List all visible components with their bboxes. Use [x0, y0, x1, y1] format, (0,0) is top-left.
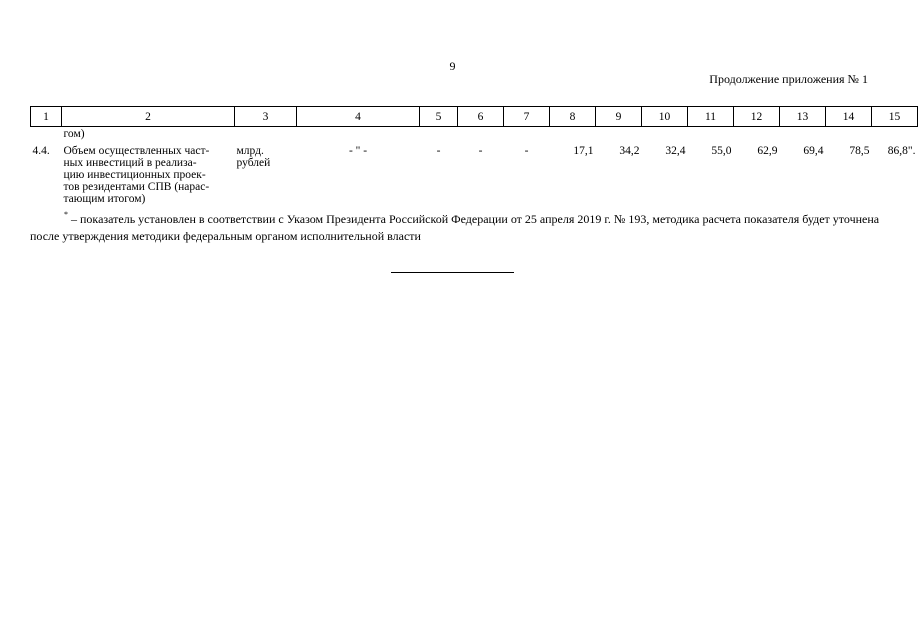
base-value: - " - [348, 145, 368, 157]
unit [235, 145, 297, 205]
value-cell: 34,2 [619, 145, 640, 157]
row-number: 4.4. [32, 145, 50, 157]
indicators-table [30, 106, 918, 205]
column-header: 7 [504, 107, 550, 127]
value-cell: 86,8". [887, 145, 916, 157]
closing-rule [391, 272, 514, 273]
appendix-continuation-label: Продолжение приложения № 1 [709, 72, 868, 86]
column-header: 15 [872, 107, 918, 127]
column-header: 6 [458, 107, 504, 127]
indicator-name-line: Объем осуществленных част- [63, 145, 210, 157]
value-cell: 69,4 [803, 145, 824, 157]
column-header: 5 [420, 107, 458, 127]
cell-col6: - [478, 145, 483, 157]
page-number: 9 [449, 59, 456, 73]
column-header: 8 [550, 107, 596, 127]
footnote-marker: * [64, 210, 68, 219]
column-header: 3 [235, 107, 297, 127]
column-header: 2 [62, 107, 235, 127]
indicator-name-line: тов резидентами СПВ (нарас- [63, 181, 210, 193]
column-number-row [31, 107, 918, 127]
column-header: 14 [826, 107, 872, 127]
continued-text: гом) [63, 128, 85, 140]
value-cell: 55,0 [711, 145, 732, 157]
indicator-name-line: ных инвестиций в реализа- [63, 157, 197, 169]
value-cell: 78,5 [849, 145, 870, 157]
column-header: 4 [297, 107, 420, 127]
indicator-name-line: цию инвестиционных проек- [63, 169, 206, 181]
unit-line: рублей [236, 157, 271, 169]
column-header: 1 [31, 107, 62, 127]
value-cell: 17,1 [573, 145, 594, 157]
column-header: 13 [780, 107, 826, 127]
column-header: 10 [642, 107, 688, 127]
indicator-name-line: тающим итогом) [63, 193, 146, 205]
column-header: 11 [688, 107, 734, 127]
table-row [31, 145, 918, 205]
footnote [30, 211, 881, 245]
unit-line: млрд. [236, 145, 264, 157]
value-cell: 62,9 [757, 145, 778, 157]
column-header: 12 [734, 107, 780, 127]
cell-col5: - [436, 145, 441, 157]
footnote-text: – показатель установлен в соответствии с Указом Президента Российской Федерации от 25 апреля 2019 г. № 193, методика расчета показателя будет уточнена после утверждения методики федеральным органом исполнительной власти [30, 212, 880, 243]
column-header: 9 [596, 107, 642, 127]
value-cell: 32,4 [665, 145, 686, 157]
cell-col7: - [524, 145, 529, 157]
continued-row [31, 127, 918, 146]
indicator-name [62, 145, 235, 205]
